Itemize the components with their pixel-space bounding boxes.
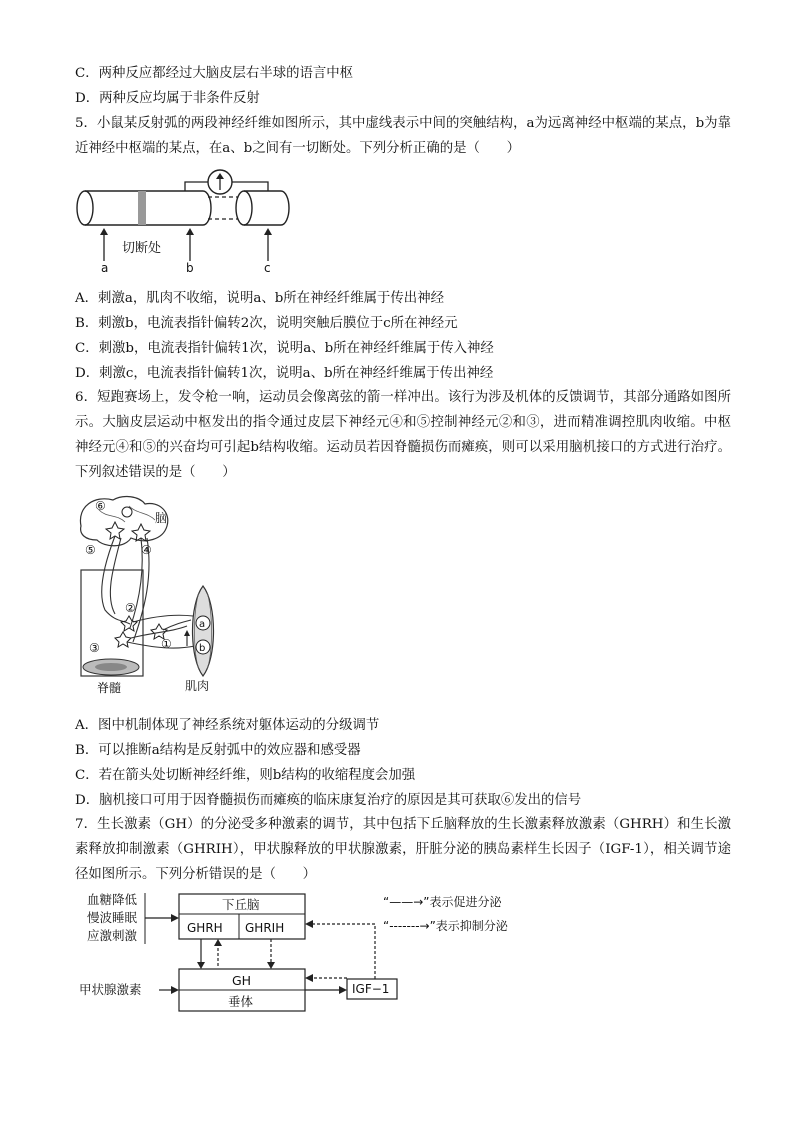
- gh-label: GH: [232, 973, 252, 988]
- label-muscle: 肌肉: [185, 679, 210, 693]
- q7-stem: 7．生长激素（GH）的分泌受多种激素的调节，其中包括下丘脑释放的生长激素释放激素（GHRH）和生长激素释放抑制激素（GHRIH），甲状腺释放的甲状腺激素，肝脏分泌的胰岛素样生长因子（IGF-1），相关调节途径如图所示。下列分析错误的是（ ）: [75, 817, 731, 882]
- q6-reflex-figure: [75, 492, 235, 697]
- label-b: b: [186, 261, 194, 275]
- stimulus-low-glucose: 血糖降低: [87, 892, 138, 907]
- label-brain: 脑: [155, 511, 168, 525]
- q5-option-b: B．刺激b，电流表指针偏转2次，说明突触后膜位于c所在神经元: [75, 316, 458, 331]
- ghrh-label: GHRH: [187, 921, 223, 935]
- stimulus-arrow-a: [100, 228, 108, 261]
- label-6: ⑥: [95, 499, 106, 513]
- stimulus-arrow-b: [186, 228, 194, 261]
- right-nerve-fiber: [236, 191, 289, 225]
- label-1: ①: [161, 637, 172, 651]
- label-c: c: [264, 261, 271, 275]
- cut-arrow: [184, 630, 190, 646]
- q6-option-a: A．图中机制体现了神经系统对躯体运动的分级调节: [75, 718, 380, 733]
- q6-option-d: D．脑机接口可用于因脊髓损伤而瘫痪的临床康复治疗的原因是其可获取⑥发出的信号: [75, 793, 582, 808]
- legend-promote: “——→”表示促进分泌: [383, 895, 502, 909]
- label-5: ⑤: [85, 543, 96, 557]
- label-2: ②: [125, 601, 136, 615]
- q5-nerve-figure: [75, 168, 295, 278]
- label-a: a: [199, 619, 206, 630]
- stimulus-arrow-c: [264, 228, 272, 261]
- stimulus-stress: 应激刺激: [87, 928, 138, 943]
- cut-site: [138, 191, 146, 225]
- hypothalamus-label: 下丘脑: [222, 897, 260, 912]
- label-a: a: [101, 261, 109, 275]
- label-4: ④: [141, 543, 152, 557]
- ghrih-label: GHRIH: [245, 921, 285, 935]
- q6-stem: 6．短跑赛场上，发令枪一响，运动员会像离弦的箭一样冲出。该行为涉及机体的反馈调节，其部分通路如图所示。大脑皮层运动中枢发出的指令通过皮层下神经元④和⑤控制神经元②和③，进而精准调控肌肉收缩。中枢神经元④和⑤的兴奋均可引起b结构收缩。运动员若因脊髓损伤而瘫痪，则可以采用脑机接口的方式进行治疗。下列叙述错误的是（ ）: [75, 390, 731, 480]
- legend-inhibit: “-------→”表示抑制分泌: [383, 919, 508, 933]
- label-b: b: [199, 643, 206, 654]
- q5-stem: 5．小鼠某反射弧的两段神经纤维如图所示，其中虚线表示中间的突触结构，a为远离神经中枢端的某点，b为靠近神经中枢端的某点，在a、b之间有一切断处。下列分析正确的是（ ）: [75, 116, 731, 156]
- q7-regulation-figure: [75, 888, 545, 1013]
- muscle-outline: [193, 586, 214, 676]
- pituitary-label: 垂体: [228, 994, 254, 1009]
- q4-option-c: C．两种反应都经过大脑皮层右半球的语言中枢: [75, 66, 354, 81]
- stimulus-slow-wave-sleep: 慢波睡眠: [87, 910, 138, 925]
- q6-option-c: C．若在箭头处切断神经纤维，则b结构的收缩程度会加强: [75, 768, 416, 783]
- igf1-label: IGF−1: [352, 982, 390, 996]
- label-spinal: 脊髓: [97, 681, 122, 695]
- thyroid-hormone-label: 甲状腺激素: [79, 982, 142, 997]
- q4-option-d: D．两种反应均属于非条件反射: [75, 91, 260, 106]
- neuron-3-icon: [115, 632, 131, 647]
- label-3: ③: [89, 641, 100, 655]
- q5-option-d: D．刺激c，电流表指针偏转1次，说明a、b所在神经纤维属于传出神经: [75, 366, 494, 381]
- q5-option-a: A．刺激a，肌肉不收缩，说明a、b所在神经纤维属于传出神经: [75, 291, 444, 306]
- cut-label: 切断处: [122, 241, 162, 256]
- q6-option-b: B．可以推断a结构是反射弧中的效应器和感受器: [75, 743, 361, 758]
- galvanometer-icon: [208, 170, 232, 194]
- q5-option-c: C．刺激b，电流表指针偏转1次，说明a、b所在神经纤维属于传入神经: [75, 341, 494, 356]
- left-nerve-fiber: [77, 191, 211, 225]
